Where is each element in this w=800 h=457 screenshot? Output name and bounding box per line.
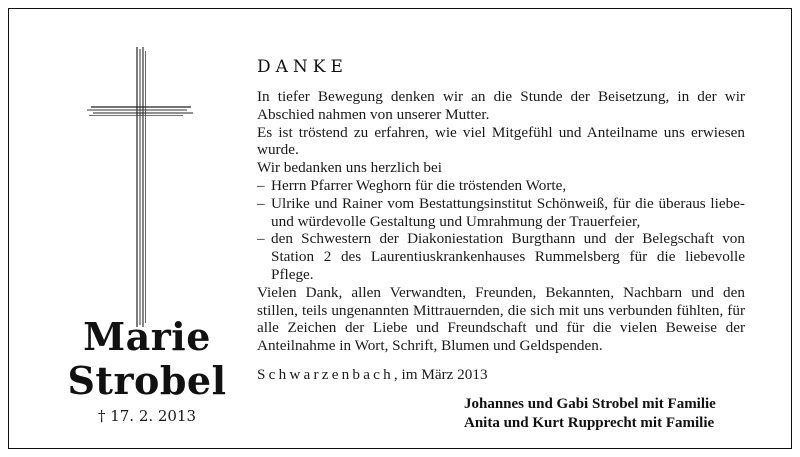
thanks-item: – Ulrike und Rainer vom Bestattungsinstitut Schönweiß, für die überaus liebe- und würdevolle Gestaltung und Umrahmung der Trauerfeier, — [257, 195, 745, 231]
thanks-item: – den Schwestern der Diakoniestation Burgthann und der Belegschaft von Station 2 des Laurentiuskrankenhauses Rummelsberg für die liebevolle Pflege. — [257, 230, 745, 283]
cross-icon — [87, 47, 197, 327]
place-town: Schwarzenbach — [257, 366, 394, 383]
paragraph-beisetzung: In tiefer Bewegung denken wir an die Stunde der Beisetzung, in der wir Abschied nahmen von unserer Mutter. — [257, 88, 745, 123]
message-body — [257, 88, 745, 355]
name-last: Strobel — [67, 358, 227, 403]
thanks-item: – Herrn Pfarrer Weghorn für die tröstenden Worte, — [257, 177, 745, 195]
death-date: † 17. 2. 2013 — [97, 407, 197, 425]
name-first: Marie — [83, 314, 211, 359]
paragraph-dank-intro: Wir bedanken uns herzlich bei — [257, 159, 442, 177]
paragraph-mitgefuehl: Es ist tröstend zu erfahren, wie viel Mitgefühl und Anteilname uns erwiesen wurde. — [257, 123, 745, 159]
signers — [464, 395, 716, 433]
place-date — [257, 366, 488, 384]
obituary-card — [8, 8, 792, 449]
paragraph-closing: Vielen Dank, allen Verwandten, Freunden, Bekannten, Nachbarn und den stillen, teils ungenannten Mittrauernden, die sich mit uns verbunden fühlten, für alle Zeichen der Liebe und Freundschaft und für die vielen Beweise der Anteilnahme in Wort, Schrift, Blumen und Geldspenden. — [257, 283, 745, 355]
signer-line: Johannes und Gabi Strobel mit Familie — [464, 396, 716, 412]
signer-line: Anita und Kurt Rupprecht mit Familie — [464, 415, 715, 431]
place-date-text: , im März 2013 — [393, 366, 488, 383]
heading: DANKE — [257, 57, 348, 77]
